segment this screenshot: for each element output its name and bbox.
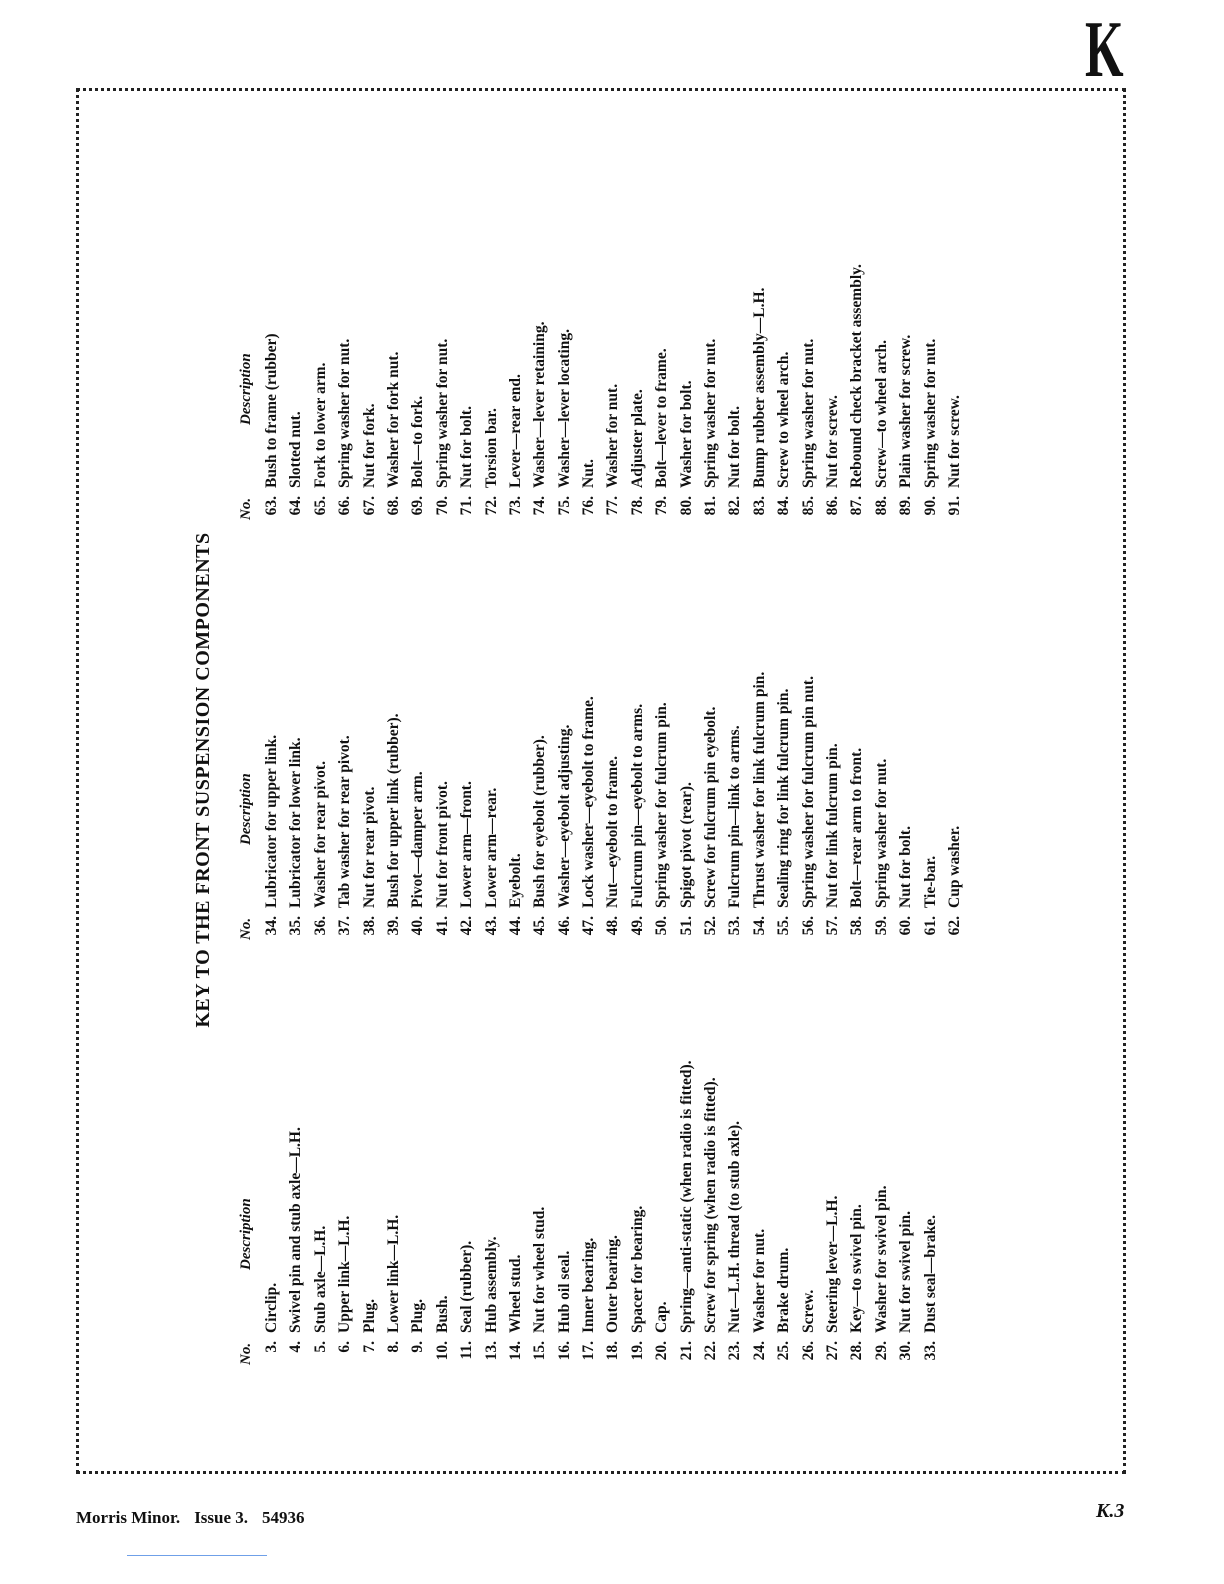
list-item [382,264,406,520]
item-description: Lever—rear end. [506,374,524,488]
item-number: 81. [702,496,720,516]
item-number: 6. [336,1341,354,1353]
list-item [675,672,699,940]
footer-code: 54936 [262,1508,305,1527]
list-item [943,672,967,940]
item-description: Spacer for bearing. [628,1205,646,1333]
footer-publication [76,1508,319,1528]
list-item [382,1060,406,1365]
item-number: 71. [458,496,476,516]
list-item [333,672,357,940]
list-item [358,1060,382,1365]
item-number: 73. [506,496,524,516]
list-item [382,672,406,940]
item-description: Thrust washer for link fulcrum pin. [750,671,768,908]
item-description: Fulcrum pin—link to arms. [726,725,744,908]
item-description: Bolt—rear arm to front. [848,747,866,908]
item-number: 19. [628,1341,646,1361]
item-description: Nut for wheel stud. [531,1206,549,1333]
item-description: Washer—lever locating. [555,329,573,488]
item-number: 30. [897,1341,915,1361]
item-number: 90. [921,496,939,516]
list-item [845,672,869,940]
item-description: Tie-bar. [921,855,939,908]
list-item [406,1060,430,1365]
item-number: 15. [531,1341,549,1361]
list-item [480,264,504,520]
item-number: 10. [433,1341,451,1361]
list-item [723,1060,747,1365]
list-item [821,264,845,520]
item-description: Upper link—L.H. [336,1215,354,1333]
list-item [528,1060,552,1365]
item-number: 57. [823,916,841,936]
list-item [748,1060,772,1365]
list-item [772,672,796,940]
item-description: Nut for link fulcrum pin. [823,743,841,908]
item-description: Nut for swivel pin. [897,1210,915,1333]
item-number: 70. [433,496,451,516]
item-number: 7. [360,1341,378,1353]
item-description: Cup washer. [945,825,963,908]
parts-column-2 [238,672,967,940]
list-item [650,1060,674,1365]
item-number: 60. [897,916,915,936]
list-item [919,1060,943,1365]
item-description: Nut for front pivot. [433,781,451,908]
item-number: 34. [263,916,280,936]
list-item [601,1060,625,1365]
list-item [504,264,528,520]
item-number: 82. [726,496,744,516]
item-number: 33. [921,1341,939,1361]
parts-column-3 [238,264,967,520]
item-description: Washer—eyebolt adjusting. [555,724,573,908]
list-item [723,264,747,520]
item-number: 47. [580,916,598,936]
parts-column-1 [238,1060,943,1365]
item-number: 17. [580,1341,598,1361]
item-description: Sealing ring for link fulcrum pin. [775,688,793,908]
item-number: 27. [823,1341,841,1361]
item-number: 59. [872,916,890,936]
item-description: Swivel pin and stub axle—L.H. [287,1127,305,1333]
item-description: Eyebolt. [506,853,524,908]
item-number: 25. [775,1341,793,1361]
item-number: 86. [823,496,841,516]
item-description: Spigot pivot (rear). [677,782,695,908]
item-description: Stub axle—L.H. [311,1225,329,1333]
list-item [797,264,821,520]
item-number: 3. [263,1341,280,1353]
footer-model: Morris Minor. [76,1508,181,1527]
list-item [431,672,455,940]
item-number: 20. [653,1341,671,1361]
item-number: 21. [677,1341,695,1361]
list-item [553,1060,577,1365]
item-description: Fulcrum pin—eyebolt to arms. [628,703,646,908]
item-number: 89. [897,496,915,516]
list-item [870,264,894,520]
list-item [260,264,284,520]
list-item [675,264,699,520]
item-description: Spring—anti-static (when radio is fitted). [677,1060,695,1333]
item-number: 79. [653,496,671,516]
item-description: Screw for fulcrum pin eyebolt. [702,706,720,908]
list-item [406,264,430,520]
item-description: Bush for eyebolt (rubber). [531,735,549,908]
item-number: 75. [555,496,573,516]
item-number: 9. [409,1341,427,1353]
list-item [626,1060,650,1365]
item-description: Nut. [580,459,598,488]
item-description: Circlip. [263,1282,280,1333]
list-item [650,672,674,940]
item-description: Washer for nut. [604,383,622,488]
item-number: 76. [580,496,598,516]
header-description: Description [238,773,254,845]
item-number: 49. [628,916,646,936]
rows [260,672,967,940]
item-number: 35. [287,916,305,936]
item-number: 29. [872,1341,890,1361]
item-description: Washer for rear pivot. [311,761,329,908]
list-item [870,1060,894,1365]
item-description: Cap. [653,1301,671,1333]
footer-rule [127,1555,267,1556]
list-item [821,1060,845,1365]
list-item [748,264,772,520]
item-number: 44. [506,916,524,936]
item-description: Nut—eyebolt to frame. [604,756,622,908]
item-description: Lock washer—eyebolt to frame. [580,696,598,908]
item-description: Nut for rear pivot. [360,786,378,908]
list-item [626,264,650,520]
item-number: 91. [945,496,963,516]
item-number: 11. [458,1341,476,1360]
list-item [797,672,821,940]
list-item [553,672,577,940]
item-number: 51. [677,916,695,936]
item-number: 23. [726,1341,744,1361]
item-description: Lower arm—rear. [482,787,500,908]
item-number: 83. [750,496,768,516]
list-item [797,1060,821,1365]
list-item [894,672,918,940]
item-description: Screw. [799,1289,817,1333]
list-item [504,672,528,940]
list-item [260,672,284,940]
item-number: 48. [604,916,622,936]
list-item [626,672,650,940]
list-item [260,1060,284,1365]
item-number: 55. [775,916,793,936]
header-description: Description [238,1198,254,1270]
item-description: Inner bearing. [580,1237,598,1333]
item-number: 16. [555,1341,573,1361]
item-description: Nut for screw. [945,395,963,488]
item-description: Spring washer for nut. [702,338,720,488]
list-item [528,672,552,940]
list-item [870,672,894,940]
item-description: Seal (rubber). [458,1240,476,1333]
list-item [309,264,333,520]
item-number: 24. [750,1341,768,1361]
item-description: Spring washer for fulcrum pin. [653,702,671,908]
item-description: Fork to lower arm. [311,362,329,488]
item-description: Screw—to wheel arch. [872,340,890,488]
item-description: Dust seal—brake. [921,1215,939,1333]
item-number: 68. [384,496,402,516]
list-item [309,1060,333,1365]
item-number: 18. [604,1341,622,1361]
header-description: Description [238,353,254,425]
item-description: Washer for swivel pin. [872,1185,890,1333]
item-number: 13. [482,1341,500,1361]
list-item [601,672,625,940]
list-item [821,672,845,940]
item-description: Washer for nut. [750,1228,768,1333]
item-number: 58. [848,916,866,936]
item-description: Nut—L.H. thread (to stub axle). [726,1121,744,1333]
list-item [431,264,455,520]
item-number: 14. [506,1341,524,1361]
item-description: Key—to swivel pin. [848,1204,866,1333]
item-description: Nut for bolt. [458,406,476,488]
list-item [577,1060,601,1365]
item-description: Plain washer for screw. [897,334,915,488]
list-item [553,264,577,520]
item-number: 36. [311,916,329,936]
column-header [238,1060,260,1365]
footer-issue: Issue 3. [194,1508,249,1527]
item-number: 46. [555,916,573,936]
item-number: 66. [336,496,354,516]
list-item [455,1060,479,1365]
item-number: 77. [604,496,622,516]
item-number: 40. [409,916,427,936]
list-item [284,672,308,940]
item-description: Outer bearing. [604,1235,622,1333]
list-item [577,264,601,520]
item-number: 56. [799,916,817,936]
list-item [894,1060,918,1365]
item-number: 28. [848,1341,866,1361]
list-item [309,672,333,940]
list-item [675,1060,699,1365]
list-item [650,264,674,520]
list-item [480,1060,504,1365]
item-description: Nut for bolt. [726,406,744,488]
item-description: Spring washer for nut. [799,338,817,488]
item-description: Washer for bolt. [677,380,695,488]
item-number: 45. [531,916,549,936]
item-description: Hub oil seal. [555,1250,573,1333]
item-description: Tab washer for rear pivot. [336,735,354,908]
column-header [238,264,260,520]
item-number: 72. [482,496,500,516]
list-item [772,1060,796,1365]
item-description: Rebound check bracket assembly. [848,264,866,488]
list-item [748,672,772,940]
item-description: Lubricator for lower link. [287,737,305,908]
page-number: K.3 [1096,1500,1125,1522]
item-number: 38. [360,916,378,936]
item-number: 69. [409,496,427,516]
item-number: 37. [336,916,354,936]
item-number: 26. [799,1341,817,1361]
item-number: 80. [677,496,695,516]
column-header [238,672,260,940]
item-description: Plug. [409,1298,427,1333]
item-number: 52. [702,916,720,936]
item-number: 64. [287,496,305,516]
list-item [943,264,967,520]
item-description: Bush. [433,1295,451,1333]
rows [260,264,967,520]
item-description: Bush for upper link (rubber). [384,713,402,908]
item-description: Plug. [360,1298,378,1333]
item-number: 50. [653,916,671,936]
rows [260,1060,943,1365]
list-item [772,264,796,520]
list-item [504,1060,528,1365]
list-item [699,1060,723,1365]
item-description: Steering lever—L.H. [823,1195,841,1333]
item-description: Washer for fork nut. [384,351,402,488]
item-description: Adjuster plate. [628,389,646,488]
list-item [358,672,382,940]
item-description: Bush to frame (rubber) [263,333,280,488]
section-letter: K [1085,6,1124,94]
list-item [919,672,943,940]
item-number: 43. [482,916,500,936]
list-item [406,672,430,940]
list-item [455,264,479,520]
item-description: Lower link—L.H. [384,1214,402,1333]
header-no: No. [238,497,254,520]
item-number: 78. [628,496,646,516]
item-description: Hub assembly. [482,1236,500,1333]
list-item [894,264,918,520]
item-description: Torsion bar. [482,408,500,488]
header-no: No. [238,1342,254,1365]
item-number: 22. [702,1341,720,1361]
item-description: Brake drum. [775,1247,793,1333]
list-item [577,672,601,940]
list-item [723,672,747,940]
list-item [699,672,723,940]
list-item [431,1060,455,1365]
item-description: Washer—lever retaining. [531,321,549,488]
item-description: Nut for screw. [823,395,841,488]
item-description: Nut for bolt. [897,826,915,908]
list-item [601,264,625,520]
item-number: 5. [311,1341,329,1353]
table-title: KEY TO THE FRONT SUSPENSION COMPONENTS [192,532,214,1028]
item-number: 88. [872,496,890,516]
item-description: Spring washer for nut. [336,338,354,488]
item-number: 84. [775,496,793,516]
item-number: 41. [433,916,451,936]
list-item [358,264,382,520]
list-item [284,264,308,520]
item-description: Bolt—to fork. [409,395,427,488]
item-description: Lubricator for upper link. [263,734,280,908]
item-number: 63. [263,496,280,516]
list-item [919,264,943,520]
list-item [455,672,479,940]
list-item [528,264,552,520]
list-item [845,264,869,520]
item-number: 67. [360,496,378,516]
item-description: Spring washer for nut. [921,338,939,488]
item-description: Spring washer for nut. [872,758,890,908]
item-description: Screw for spring (when radio is fitted). [702,1077,720,1333]
item-description: Nut for fork. [360,403,378,488]
item-number: 87. [848,496,866,516]
item-description: Spring washer for nut. [433,338,451,488]
list-item [284,1060,308,1365]
item-number: 74. [531,496,549,516]
item-number: 39. [384,916,402,936]
parts-key-table [90,100,1090,1460]
item-number: 65. [311,496,329,516]
item-number: 85. [799,496,817,516]
item-number: 4. [287,1341,305,1353]
list-item [333,264,357,520]
list-item [480,672,504,940]
item-description: Slotted nut. [287,411,305,488]
item-description: Pivot—damper arm. [409,771,427,908]
item-number: 54. [750,916,768,936]
item-description: Wheel stud. [506,1254,524,1333]
list-item [699,264,723,520]
item-number: 8. [384,1341,402,1353]
item-number: 42. [458,916,476,936]
item-number: 61. [921,916,939,936]
item-description: Screw to wheel arch. [775,351,793,488]
item-description: Spring washer for fulcrum pin nut. [799,676,817,908]
item-number: 53. [726,916,744,936]
list-item [845,1060,869,1365]
header-no: No. [238,917,254,940]
item-number: 62. [945,916,963,936]
item-description: Bump rubber assembly—L.H. [750,287,768,488]
list-item [333,1060,357,1365]
item-description: Lower arm—front. [458,781,476,908]
item-description: Bolt—lever to frame. [653,348,671,488]
